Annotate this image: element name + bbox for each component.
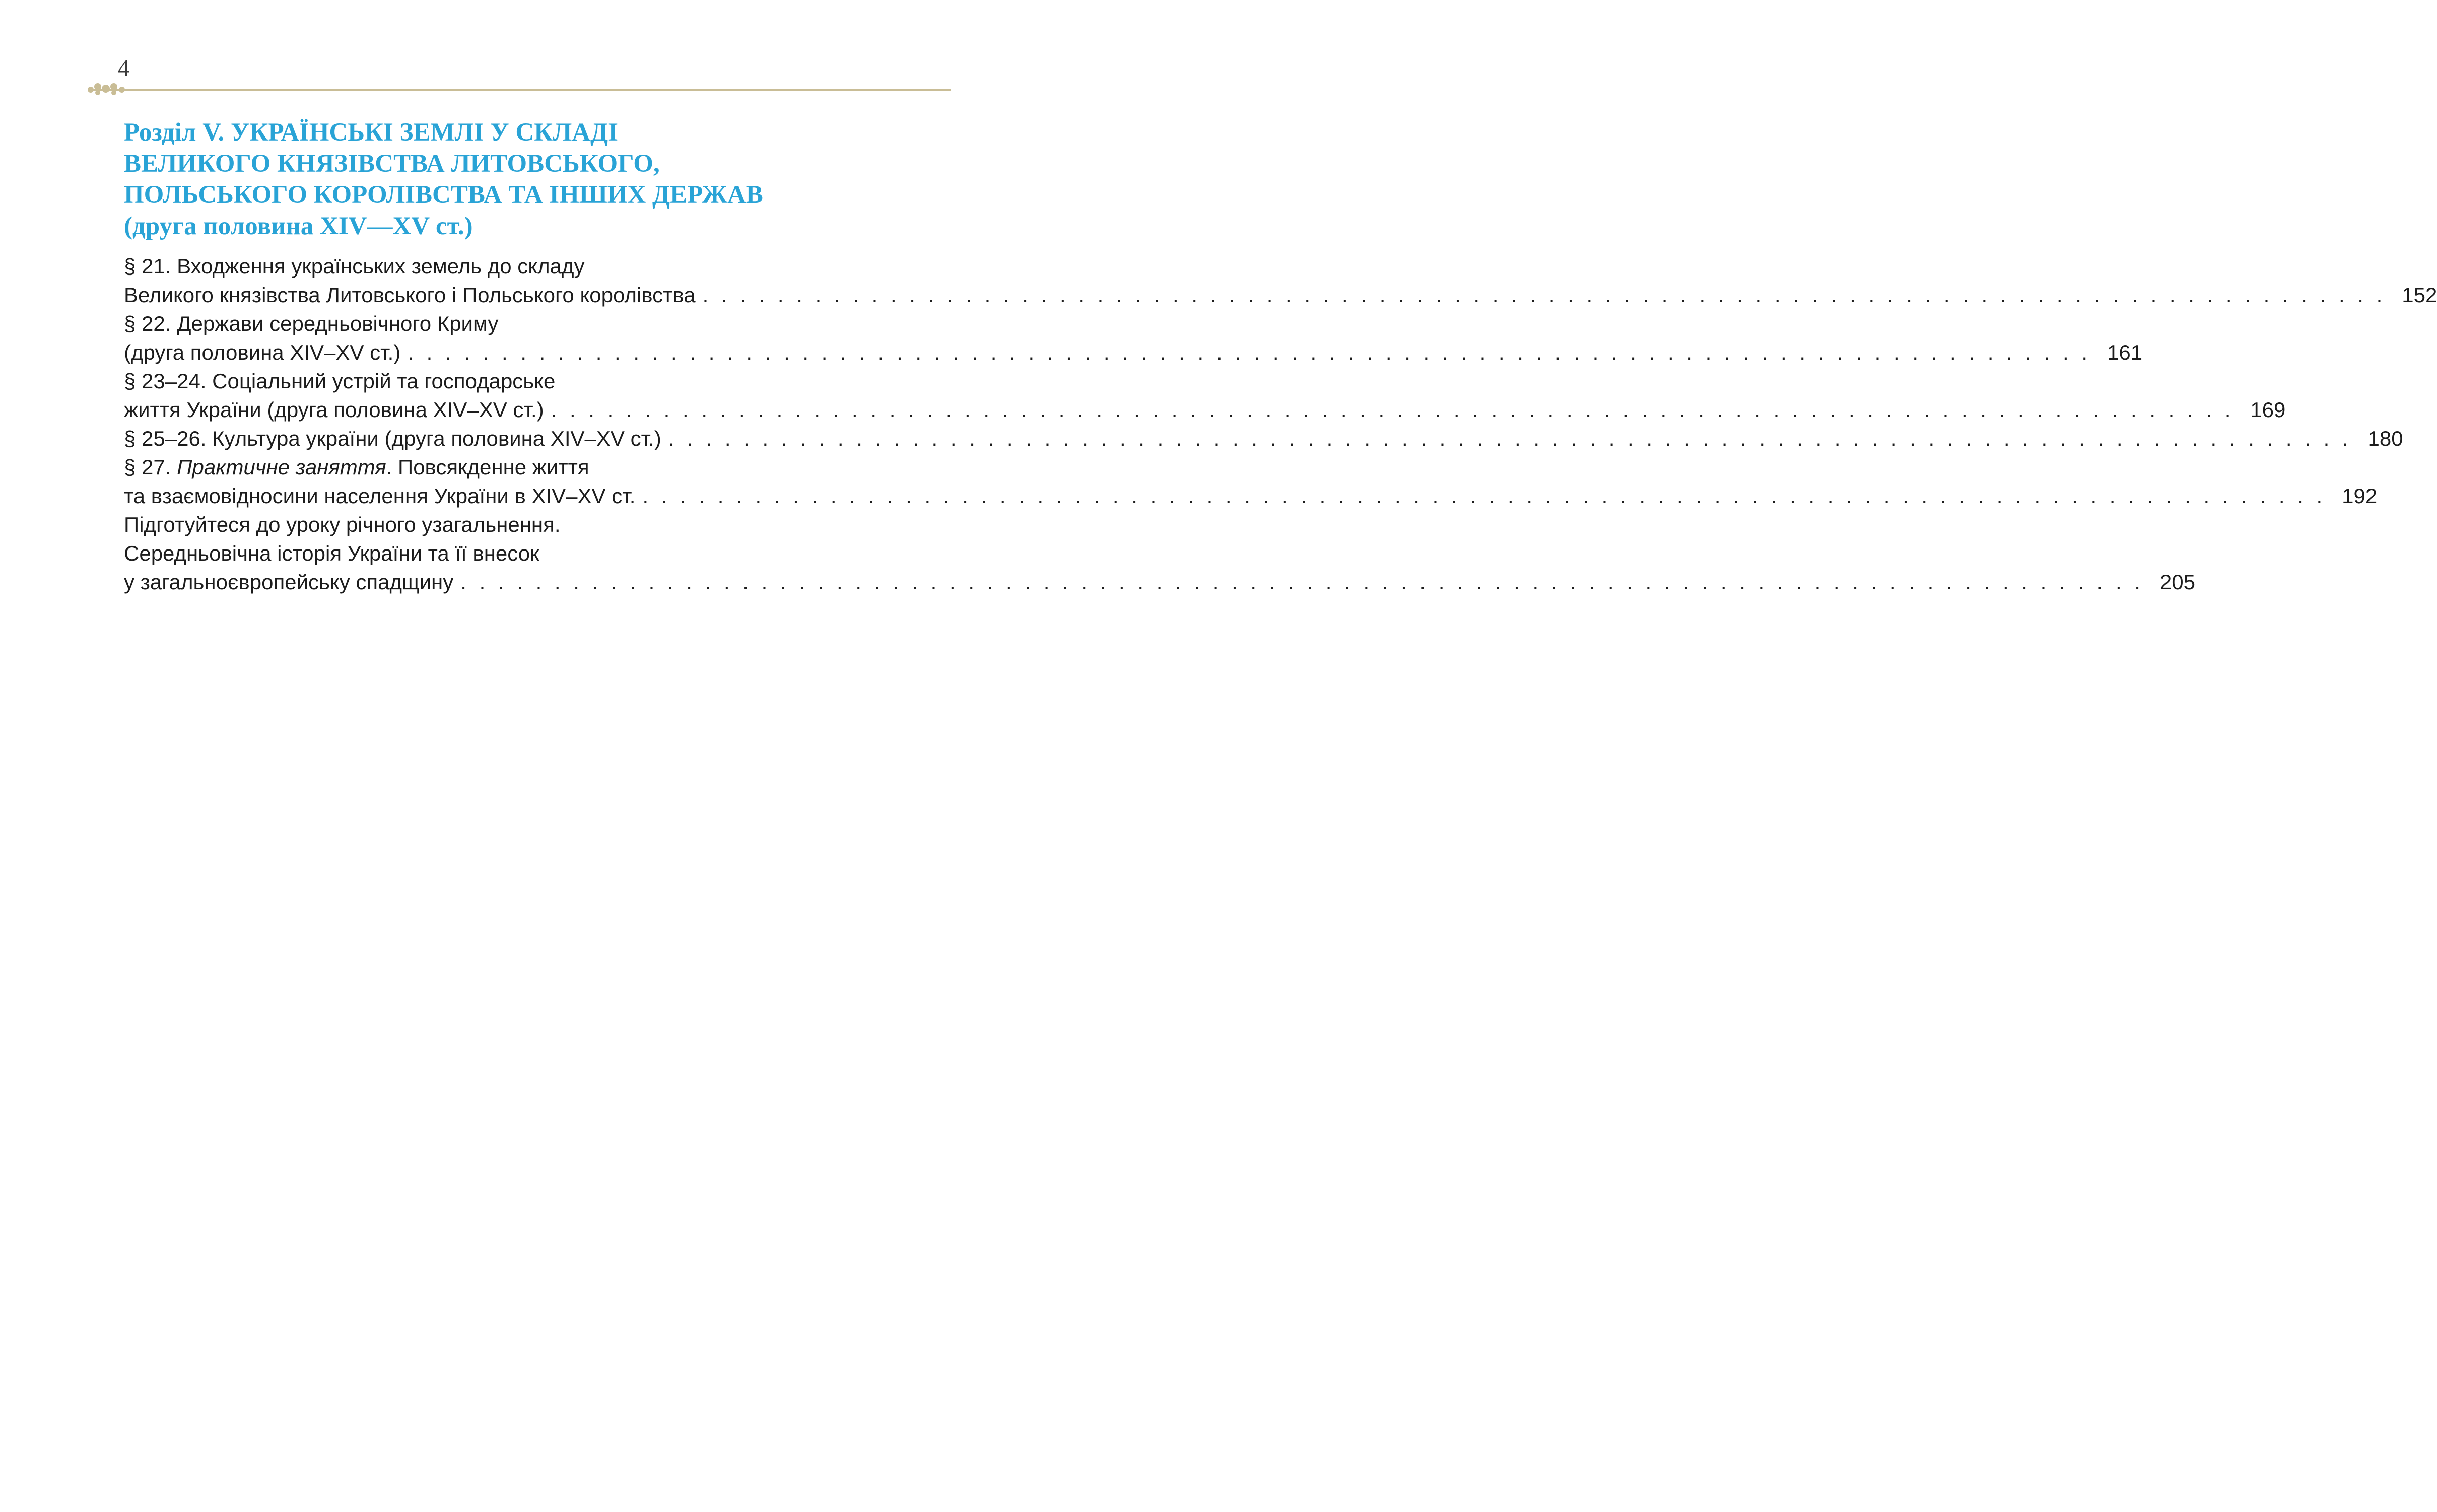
section-heading xyxy=(124,117,970,242)
toc-leader: . . . . . . . . . . . . . . . . . . . . . . . . . . . . . . . . . . . . . . . . . . . . . . . . . . . . . . . . . . . . . . . . . . . . . . . . . . . . . . . . . . . . . . . . . . xyxy=(702,283,2386,307)
table-of-contents xyxy=(124,252,2437,596)
toc-page-number[interactable]: 205 xyxy=(2159,570,2195,594)
toc-leader: . . . . . . . . . . . . . . . . . . . . . . . . . . . . . . . . . . . . . . . . . . . . . . . . . . . . . . . . . . . . . . . . . . . . . . . . . . . . . . . . . . . . . . . . . . xyxy=(551,398,2235,422)
toc-entry-title[interactable]: § 21. Входження українських земель до складу xyxy=(124,254,585,278)
section-heading-line: ПОЛЬСЬКОГО КОРОЛІВСТВА ТА ІНШИХ ДЕРЖАВ xyxy=(124,181,763,209)
section-heading-line: (друга половина XIV—XV ст.) xyxy=(124,212,473,240)
toc-entry-title[interactable]: Великого князівства Литовського і Польського королівства xyxy=(124,283,696,307)
toc-entry-line xyxy=(124,510,941,539)
toc-entry-line xyxy=(124,309,941,338)
toc-entry-line xyxy=(124,539,941,568)
toc-entry-suffix: . Повсякденне життя xyxy=(386,455,589,479)
toc-page-number[interactable]: 169 xyxy=(2250,398,2286,422)
toc-entry-title[interactable]: Підготуйтеся до уроку річного узагальнення. xyxy=(124,513,561,536)
toc-entry-title[interactable] xyxy=(124,453,589,482)
toc-entry-title[interactable]: у загальноєвропейську спадщину xyxy=(124,570,454,594)
toc-page-number[interactable]: 161 xyxy=(2107,340,2143,364)
ornament-icon xyxy=(86,80,130,97)
toc-entry-line xyxy=(124,424,2403,453)
toc-page-number[interactable]: 180 xyxy=(2367,427,2403,450)
toc-entry-line xyxy=(124,252,941,281)
toc-entry-italic: Практичне заняття xyxy=(177,455,386,479)
toc-entry-title[interactable]: § 23–24. Соціальний устрій та господарське xyxy=(124,369,556,393)
toc-entry-line xyxy=(124,281,2437,309)
toc-entry-line xyxy=(124,568,2195,596)
toc-entry-line xyxy=(124,338,2143,367)
section-heading-line: ВЕЛИКОГО КНЯЗІВСТВА ЛИТОВСЬКОГО, xyxy=(124,150,660,178)
toc-entry-line xyxy=(124,482,2378,510)
toc-entry-title[interactable]: та взаємовідносини населення України в XIV–XV ст. xyxy=(124,484,636,508)
toc-entry-prefix: § 27. xyxy=(124,455,171,479)
toc-entry-title[interactable]: (друга половина XIV–XV ст.) xyxy=(124,340,401,364)
header-rule xyxy=(121,89,951,91)
toc-entry-title[interactable]: Середньовічна історія України та її внесок xyxy=(124,541,539,565)
section-heading-line: Розділ V. УКРАЇНСЬКІ ЗЕМЛІ У СКЛАДІ xyxy=(124,118,618,147)
toc-page-number[interactable]: 192 xyxy=(2342,484,2378,508)
toc-entry-line xyxy=(124,367,941,395)
toc-entry-title[interactable]: § 22. Держави середньовічного Криму xyxy=(124,312,499,335)
toc-leader: . . . . . . . . . . . . . . . . . . . . . . . . . . . . . . . . . . . . . . . . . . . . . . . . . . . . . . . . . . . . . . . . . . . . . . . . . . . . . . . . . . . . . . . . . . xyxy=(408,340,2091,364)
page-number: 4 xyxy=(118,55,129,81)
toc-leader: . . . . . . . . . . . . . . . . . . . . . . . . . . . . . . . . . . . . . . . . . . . . . . . . . . . . . . . . . . . . . . . . . . . . . . . . . . . . . . . . . . . . . . . . . . xyxy=(668,427,2352,450)
toc-leader: . . . . . . . . . . . . . . . . . . . . . . . . . . . . . . . . . . . . . . . . . . . . . . . . . . . . . . . . . . . . . . . . . . . . . . . . . . . . . . . . . . . . . . . . . . xyxy=(460,570,2144,594)
toc-entry-title[interactable]: життя України (друга половина XIV–XV ст.) xyxy=(124,398,544,422)
toc-entry-line xyxy=(124,395,2286,424)
toc-entry-line xyxy=(124,453,941,482)
toc-leader: . . . . . . . . . . . . . . . . . . . . . . . . . . . . . . . . . . . . . . . . . . . . . . . . . . . . . . . . . . . . . . . . . . . . . . . . . . . . . . . . . . . . . . . . . . xyxy=(642,484,2326,508)
toc-entry-title[interactable]: § 25–26. Культура україни (друга половина XIV–XV ст.) xyxy=(124,427,661,450)
toc-page-number[interactable]: 152 xyxy=(2402,283,2437,307)
